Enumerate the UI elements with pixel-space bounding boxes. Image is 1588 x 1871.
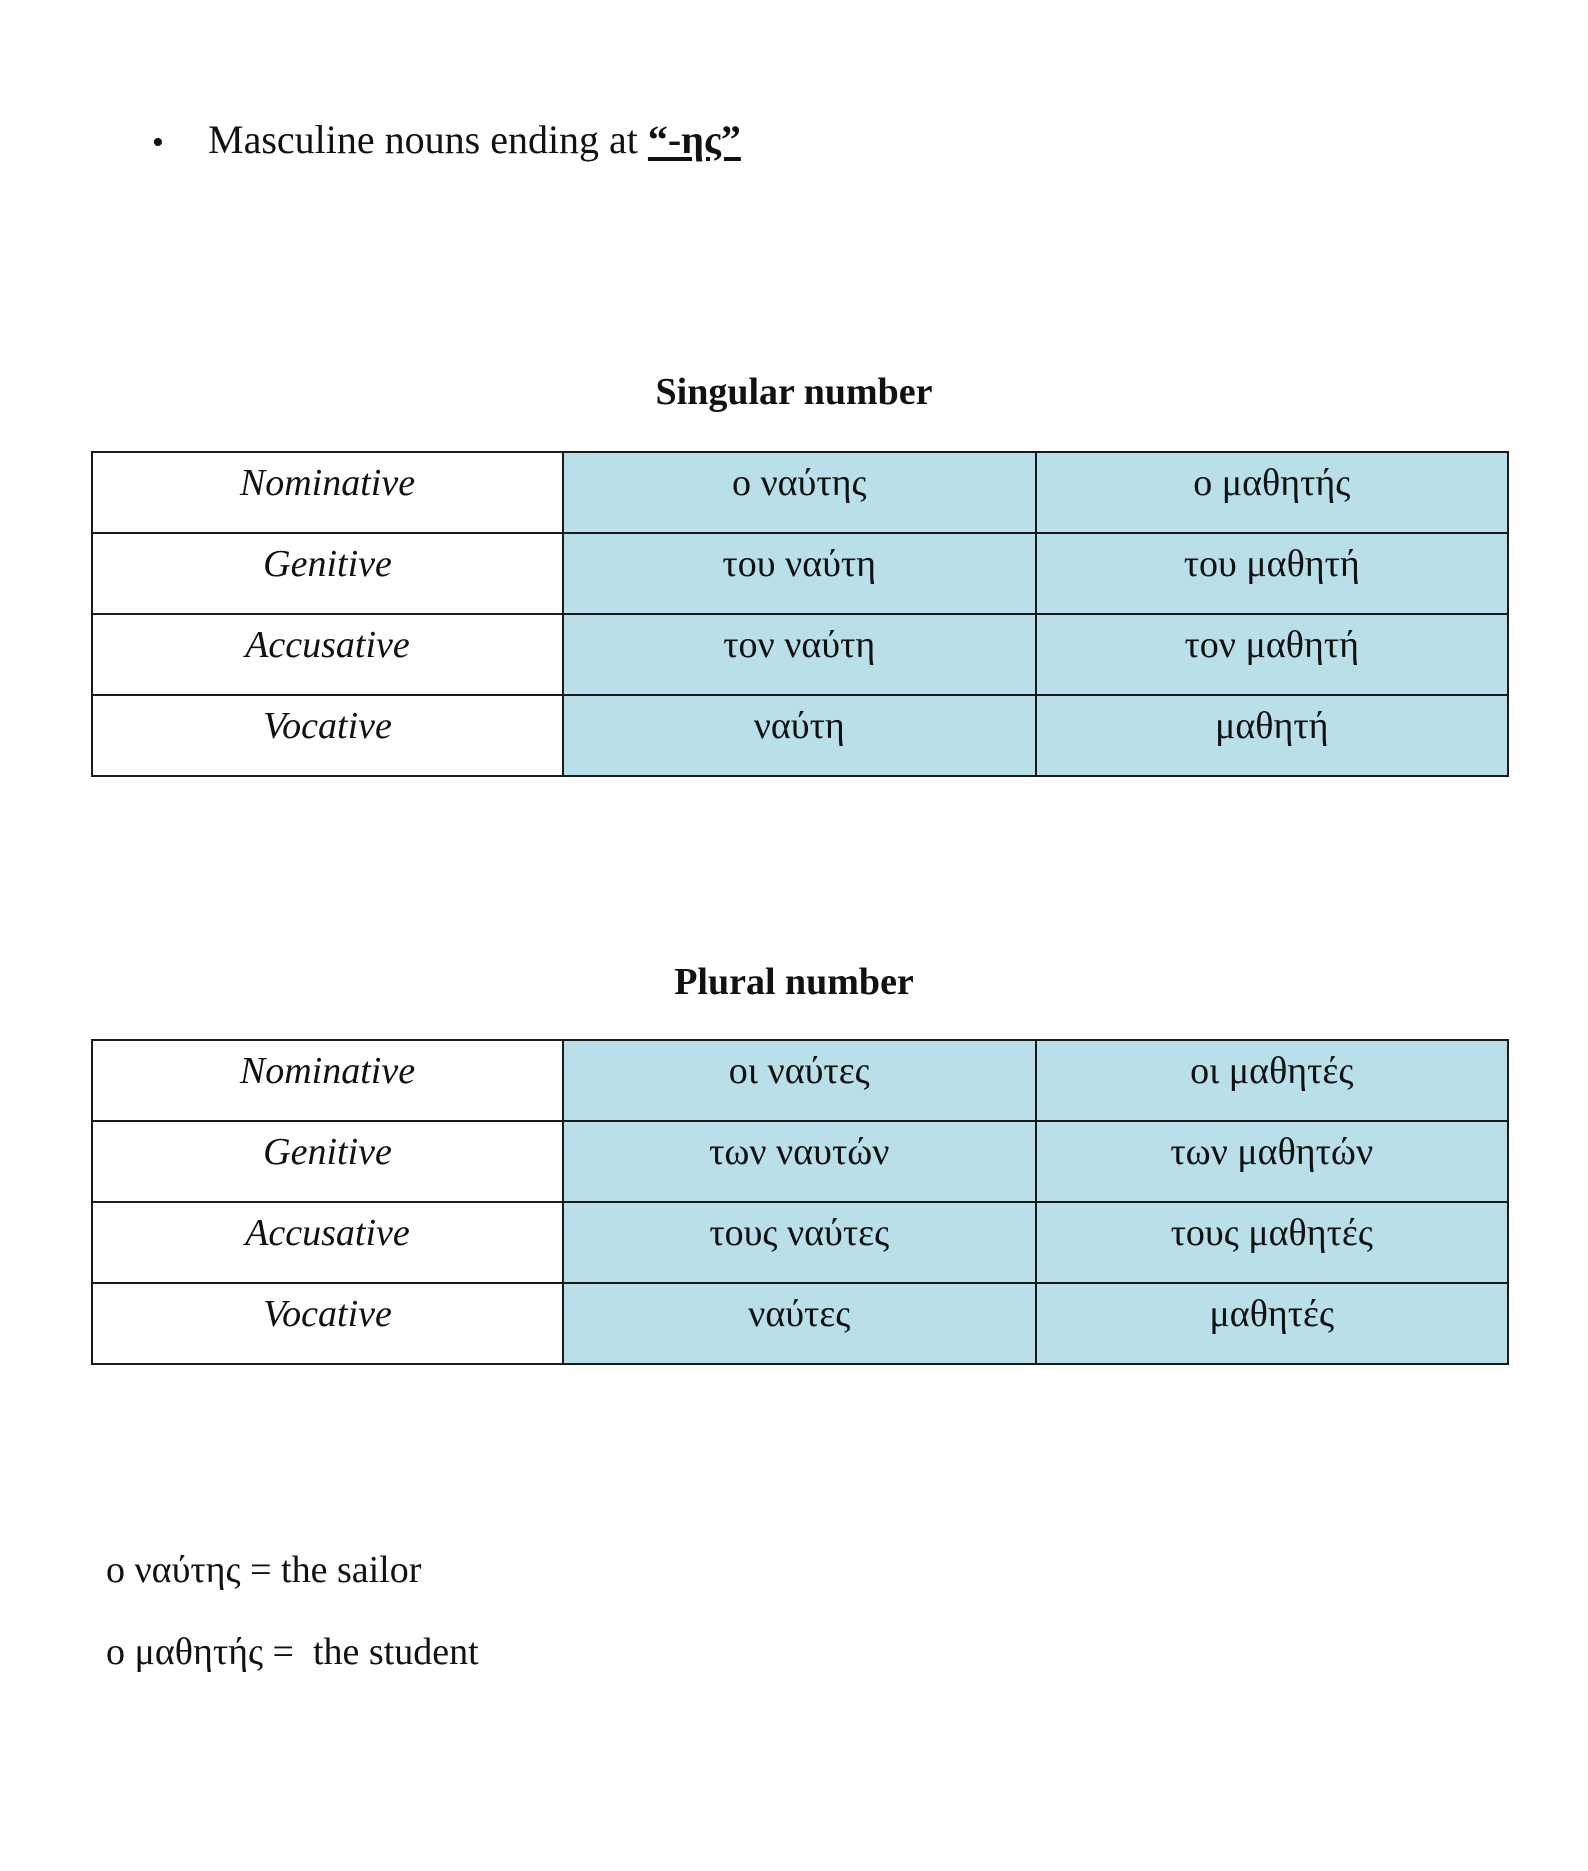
table-row [92, 695, 1508, 776]
form-cell: τους ναύτες [563, 1202, 1036, 1283]
case-label: Genitive [92, 1121, 563, 1202]
form-cell: των μαθητών [1036, 1121, 1509, 1202]
form-cell: ο μαθητής [1036, 452, 1509, 533]
plural-title: Plural number [674, 961, 914, 1003]
heading-text: Masculine nouns ending at [208, 117, 648, 162]
form-cell: του μαθητή [1036, 533, 1509, 614]
singular-table [91, 451, 1509, 777]
form-cell: ναύτες [563, 1283, 1036, 1364]
table-row [92, 1121, 1508, 1202]
singular-title: Singular number [655, 371, 933, 413]
gloss-student: ο μαθητής = the student [106, 1631, 479, 1673]
case-label: Vocative [92, 1283, 563, 1364]
form-cell: του ναύτη [563, 533, 1036, 614]
table-row [92, 614, 1508, 695]
form-cell: τον ναύτη [563, 614, 1036, 695]
form-cell: μαθητές [1036, 1283, 1509, 1364]
table-row [92, 1283, 1508, 1364]
case-label: Vocative [92, 695, 563, 776]
plural-table [91, 1039, 1509, 1365]
case-label: Genitive [92, 533, 563, 614]
form-cell: τους μαθητές [1036, 1202, 1509, 1283]
case-label: Accusative [92, 614, 563, 695]
form-cell: μαθητή [1036, 695, 1509, 776]
case-label: Accusative [92, 1202, 563, 1283]
bullet-icon: • [152, 124, 164, 161]
form-cell: οι ναύτες [563, 1040, 1036, 1121]
table-row [92, 452, 1508, 533]
form-cell: τον μαθητή [1036, 614, 1509, 695]
heading-bullet-item [152, 112, 741, 171]
form-cell: ο ναύτης [563, 452, 1036, 533]
table-row [92, 1202, 1508, 1283]
heading-ending: “-ης” [647, 117, 741, 162]
case-label: Nominative [92, 1040, 563, 1121]
form-cell: ναύτη [563, 695, 1036, 776]
case-label: Nominative [92, 452, 563, 533]
gloss-sailor: ο ναύτης = the sailor [106, 1549, 422, 1591]
form-cell: οι μαθητές [1036, 1040, 1509, 1121]
table-row [92, 1040, 1508, 1121]
form-cell: των ναυτών [563, 1121, 1036, 1202]
table-row [92, 533, 1508, 614]
